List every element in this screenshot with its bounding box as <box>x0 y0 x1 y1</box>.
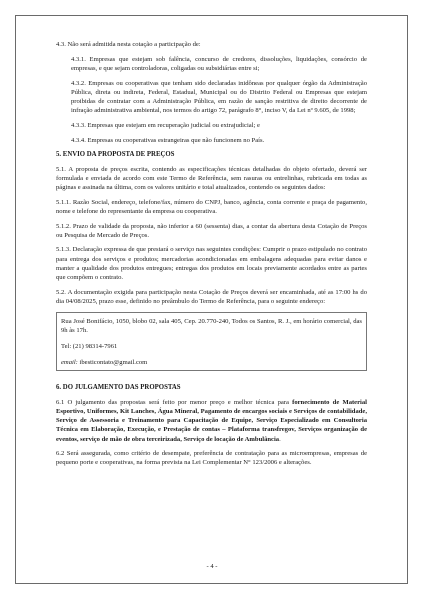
clause-6-2: 6.2 Será assegurada, como critério de desempate, preferência de contratação para as microempresas, empresas de pequeno porte e cooperativas, na forma prevista na Lei Complementar N° 123/2006 e alterações. <box>56 450 367 467</box>
clause-5-1-1: 5.1.1. Razão Social, endereço, telefone/fax, número do CNPJ, banco, agência, conta corrente e praça de pagamento, nome e telefone do representante da empresa ou cooperativa. <box>56 198 367 215</box>
clause-5-1-3: 5.1.3. Declaração expressa de que prestará o serviço nas seguintes condições: Cumprir o prazo estipulado no contrato para entrega dos serviços e produtos; mercadorias acondicionadas em embalagens adequadas para evitar danos e manter a qualidade dos produtos entregues; entregas dos produtos em locais previamente acordados entre as partes que compõem o contrato. <box>56 246 367 282</box>
clause-6-1-end: . <box>279 435 281 443</box>
email-label: email: <box>61 359 78 367</box>
clause-6-1-services: fornecimento de Material Esportivo, Uniformes, Kit Lanches, Água Mineral, Pagamento de encargos sociais e Serviços de contabilidade, Serviço de Assessoria e Treinamento para Capacitação de Equipe, Serviço Especializado em Consultoria Técnica em Elaboração, Execução, e Prestação de contas – Plataforma transfregov, Serviços organização de eventos, serviço de mão de obra terceirizada, Serviço de locação de Ambulância <box>56 398 367 443</box>
clause-6-1-intro: 6.1 O julgamento das propostas será feito por menor preço e melhor técnica para <box>56 398 293 406</box>
clause-4-3-1: 4.3.1. Empresas que estejam sob falência, concurso de credores, dissoluções, liquidações, consórcio de empresas, e que sejam controladoras, coligadas ou subsidiárias entre si; <box>71 55 367 72</box>
section-6-heading: 6. DO JULGAMENTO DAS PROPOSTAS <box>56 384 181 392</box>
clause-6-1 <box>56 398 367 444</box>
phone-line: Tel: (21) 98314-7961 <box>61 343 118 351</box>
email-line <box>61 358 362 367</box>
clause-5-1-2: 5.1.2. Prazo de validade da proposta, não inferior a 60 (sessenta) dias, a contar da abertura desta Cotação de Preços ou Pesquisa de Mercado de Preços. <box>56 222 367 239</box>
clause-4-3-3: 4.3.3. Empresas que estejam em recuperação judicial ou extrajudicial; e <box>71 121 260 129</box>
email-address[interactable]: ibesticontato@gmail.com <box>79 359 148 367</box>
section-5-heading: 5. ENVIO DA PROPOSTA DE PREÇOS <box>56 151 175 159</box>
address-box <box>56 312 367 372</box>
clause-4-3-2: 4.3.2. Empresas ou cooperativas que tenham sido declaradas inidôneas por qualquer órgão da Administração Pública, direta ou indireta, Federal, Estadual, Municipal ou do Distrito Federal ou Empresas que estejam proibidas de contratar com a Administração Pública, em razão de sanção restritiva de direito decorrente de infração administrativa ambiental, nos termos do artigo 72, parágrafo 8°, inciso V, da Lei nº 9.605, de 1998; <box>71 79 367 115</box>
section-4-3-intro: 4.3. Não será admitida nesta cotação a participação de: <box>56 41 201 48</box>
clause-5-2: 5.2. A documentação exigida para participação nesta Cotação de Preços deverá ser encaminhada, até as 17:00 hs do dia 04/08/2025, prazo esse, definido no preâmbulo do Termo de Referência, para o seguinte endereço: <box>56 288 367 305</box>
document-body <box>56 40 367 473</box>
address-line: Rua José Bonifácio, 1050, blobo 02, sala 405, Cep. 20.770-240, Todos os Santos, R. J., em horário comercial, das 9h às 17h. <box>61 317 362 334</box>
clause-5-1: 5.1. A proposta de preços escrita, contendo as especificações técnicas detalhadas do objeto ofertado, deverá ser formulada e enviada de acordo com este Termo de Referência, sem rasuras ou entrelinhas, rubricada em todas as páginas e assinada na última, com os valores unitário e total atualizados, contendo os seguintes dados: <box>56 165 367 191</box>
page-number: - 4 - <box>206 563 218 570</box>
clause-4-3-4: 4.3.4. Empresas ou cooperativas estrangeiras que não funcionem no País. <box>71 136 265 144</box>
